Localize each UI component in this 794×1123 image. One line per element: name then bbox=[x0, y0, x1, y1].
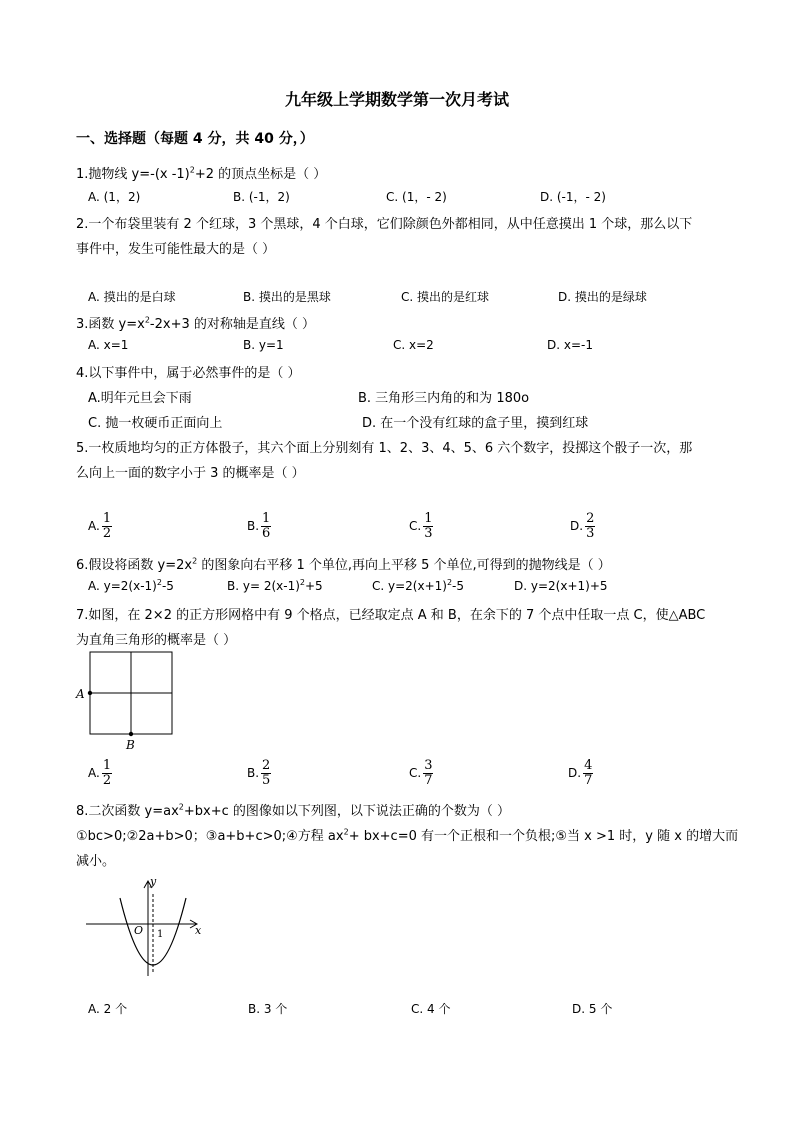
q4-option-b[interactable]: B. 三角形三内角的和为 180o bbox=[358, 391, 530, 406]
question-8-line-2: ①bc>0;②2a+b>0；③a+b+c>0;④方程 $ax^2+ bx+c=0$ 有一个正根和一个负根;⑤当 x >1 时，y 随 x 的增大而 bbox=[76, 827, 739, 844]
x-axis-label: x bbox=[195, 924, 202, 937]
fraction: $\frac{4}{7}$ bbox=[584, 758, 593, 788]
q2-option-d[interactable]: D. 摸出的是绿球 bbox=[558, 290, 647, 304]
q5-option-a[interactable]: A. $\frac{1}{2}$ bbox=[88, 511, 112, 541]
fraction: $\frac{2}{3}$ bbox=[586, 511, 595, 541]
question-2-line-2: 事件中，发生可能性最大的是（ ） bbox=[76, 242, 276, 257]
q5-option-d[interactable]: D. $\frac{2}{3}$ bbox=[570, 511, 595, 541]
q1-option-b[interactable]: B. (-1，2) bbox=[233, 190, 290, 204]
q8-option-c[interactable]: C. 4 个 bbox=[411, 1002, 451, 1016]
question-6: 6.假设将函数 $y=2x^2$ 的图象向右平移 1 个单位,再向上平移 5 个单位,可得到的抛物线是（ ） bbox=[76, 556, 611, 573]
q8-option-d[interactable]: D. 5 个 bbox=[572, 1002, 613, 1016]
q4-option-d[interactable]: D. 在一个没有红球的盒子里，摸到红球 bbox=[362, 416, 589, 431]
q1-option-c[interactable]: C. (1，- 2) bbox=[386, 190, 447, 204]
question-5-line-2: 么向上一面的数字小于 3 的概率是（ ） bbox=[76, 466, 305, 481]
q2-option-a[interactable]: A. 摸出的是白球 bbox=[88, 290, 176, 304]
question-4: 4.以下事件中，属于必然事件的是（ ） bbox=[76, 366, 301, 381]
point-b-label: B bbox=[126, 738, 135, 752]
q6-option-b[interactable]: B. $y= 2(x-1)^2+5$ bbox=[227, 578, 323, 593]
q1-option-a[interactable]: A. (1，2) bbox=[88, 190, 141, 204]
q6-option-a[interactable]: A. $y=2(x-1)^2-5$ bbox=[88, 578, 174, 593]
q7-option-c[interactable]: C. $\frac{3}{7}$ bbox=[409, 758, 433, 788]
q6-option-d[interactable]: D. y=2(x+1)+5 bbox=[514, 579, 608, 593]
q4-option-a[interactable]: A.明年元旦会下雨 bbox=[88, 391, 192, 406]
q2-option-c[interactable]: C. 摸出的是红球 bbox=[401, 290, 490, 304]
question-2-line-1: 2.一个布袋里装有 2 个红球，3 个黑球，4 个白球，它们除颜色外都相同，从中任意摸出 1 个球，那么以下 bbox=[76, 217, 693, 232]
origin-label: O bbox=[134, 924, 144, 937]
q3-option-a[interactable]: A. x=1 bbox=[88, 338, 129, 352]
question-1: 1.抛物线 y=-(x -1)$^2$+2 的顶点坐标是（ ） bbox=[76, 165, 327, 182]
fraction: $\frac{3}{7}$ bbox=[424, 758, 433, 788]
q8-option-b[interactable]: B. 3 个 bbox=[248, 1002, 288, 1016]
question-3: 3.函数 $y=x^2-2x+3$ 的对称轴是直线（ ） bbox=[76, 315, 316, 332]
parabola-figure bbox=[82, 876, 206, 978]
grid-figure bbox=[72, 648, 182, 754]
fraction: $\frac{1}{3}$ bbox=[424, 511, 433, 541]
q4-option-c[interactable]: C. 抛一枚硬币正面向上 bbox=[88, 416, 223, 431]
q7-option-b[interactable]: B. $\frac{2}{5}$ bbox=[247, 758, 271, 788]
page-title: 九年级上学期数学第一次月考试 bbox=[284, 90, 509, 109]
point-a-label: A bbox=[76, 687, 85, 701]
point-b-dot bbox=[129, 732, 133, 736]
q7-option-a[interactable]: A. $\frac{1}{2}$ bbox=[88, 758, 112, 788]
fraction: $\frac{1}{2}$ bbox=[102, 758, 112, 788]
q1-option-d[interactable]: D. (-1，- 2) bbox=[540, 190, 606, 204]
section-heading: 一、选择题（每题 4 分，共 40 分，） bbox=[76, 131, 314, 147]
q5-option-b[interactable]: B. $\frac{1}{6}$ bbox=[247, 511, 271, 541]
q6-option-c[interactable]: C. $y=2(x+1)^2-5$ bbox=[372, 578, 465, 593]
tick-label-1: 1 bbox=[157, 929, 164, 940]
fraction: $\frac{1}{6}$ bbox=[262, 511, 271, 541]
fraction: $\frac{2}{5}$ bbox=[262, 758, 271, 788]
question-5-line-1: 5.一枚质地均匀的正方体骰子，其六个面上分别刻有 1、2、3、4、5、6 六个数字，投掷这个骰子一次，那 bbox=[76, 441, 693, 456]
point-a-dot bbox=[88, 691, 92, 695]
q3-option-b[interactable]: B. y=1 bbox=[243, 338, 284, 352]
question-8-line-3: 减小。 bbox=[76, 854, 116, 869]
q3-option-d[interactable]: D. x=-1 bbox=[547, 338, 593, 352]
question-7-line-2: 为直角三角形的概率是（ ） bbox=[76, 633, 237, 648]
q3-option-c[interactable]: C. x=2 bbox=[393, 338, 434, 352]
question-8-line-1: 8.二次函数 $y=ax^2+bx+c$ 的图像如以下列图，以下说法正确的个数为（ ） bbox=[76, 802, 511, 819]
y-axis-label: y bbox=[150, 876, 157, 888]
question-7-line-1: 7.如图，在 2×2 的正方形网格中有 9 个格点，已经取定点 A 和 B，在余下的 7 个点中任取一点 C，使△ABC bbox=[76, 608, 706, 623]
q8-option-a[interactable]: A. 2 个 bbox=[88, 1002, 128, 1016]
q2-option-b[interactable]: B. 摸出的是黑球 bbox=[243, 290, 331, 304]
q7-option-d[interactable]: D. $\frac{4}{7}$ bbox=[568, 758, 593, 788]
fraction: $\frac{1}{2}$ bbox=[102, 511, 112, 541]
q5-option-c[interactable]: C. $\frac{1}{3}$ bbox=[409, 511, 433, 541]
